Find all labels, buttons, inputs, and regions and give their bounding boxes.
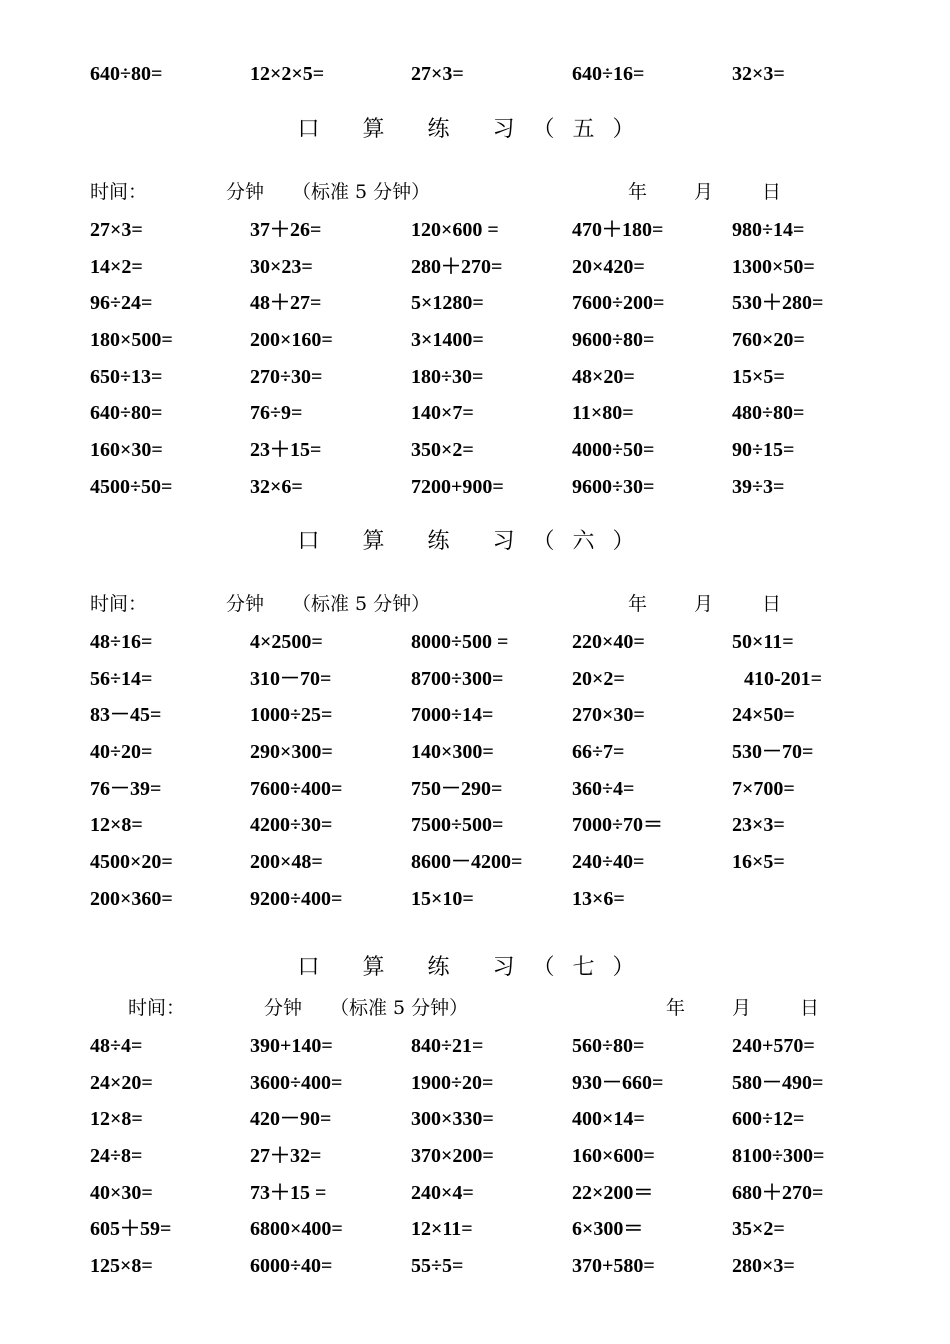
- problem: 4500×20=: [90, 851, 173, 873]
- minutes-label: 分钟: [226, 593, 265, 615]
- problem: 9600÷80=: [572, 329, 655, 351]
- problem-row: [0, 288, 950, 318]
- problem: 580－490=: [732, 1072, 824, 1094]
- problem: 30×23=: [250, 256, 313, 278]
- problem: 530－70=: [732, 741, 814, 763]
- problem: 4000÷50=: [572, 439, 655, 461]
- problem-row: [0, 215, 950, 245]
- problem: 160×30=: [90, 439, 163, 461]
- problem: 640÷16=: [572, 63, 645, 85]
- problem: 310－70=: [250, 668, 332, 690]
- problem: 240÷40=: [572, 851, 645, 873]
- standard-label: （标准 5 分钟）: [292, 593, 431, 615]
- problem: 73＋15 =: [250, 1182, 327, 1204]
- problem: 7×700=: [732, 778, 795, 800]
- problem: 600÷12=: [732, 1108, 805, 1130]
- problem: 140×7=: [411, 402, 474, 424]
- problem: 39÷3=: [732, 476, 785, 498]
- problem: 420－90=: [250, 1108, 332, 1130]
- problem: 5×1280=: [411, 292, 484, 314]
- problem: 76÷9=: [250, 402, 303, 424]
- problem: 27＋32=: [250, 1145, 322, 1167]
- problem: 27×3=: [411, 63, 464, 85]
- problem-row: [0, 1068, 950, 1098]
- problem: 12×2×5=: [250, 63, 325, 85]
- problem: 76－39=: [90, 778, 162, 800]
- problem: 200×48=: [250, 851, 323, 873]
- problem: 12×11=: [411, 1218, 473, 1240]
- problem: 400×14=: [572, 1108, 645, 1130]
- problem: 360÷4=: [572, 778, 635, 800]
- problem: 15×5=: [732, 366, 785, 388]
- standard-label: （标准 5 分钟）: [330, 997, 469, 1019]
- problem: 640÷80=: [90, 63, 163, 85]
- problem-row: [0, 627, 950, 657]
- problem: 24÷8=: [90, 1145, 143, 1167]
- problem: 650÷13=: [90, 366, 163, 388]
- problem: 280×3=: [732, 1255, 795, 1277]
- problem: 16×5=: [732, 851, 785, 873]
- problem: 840÷21=: [411, 1035, 484, 1057]
- time-label: 时间：: [90, 593, 148, 615]
- problem: 1900÷20=: [411, 1072, 494, 1094]
- problem: 15×10=: [411, 888, 474, 910]
- problem: 1300×50=: [732, 256, 815, 278]
- time-info-line: [0, 589, 950, 619]
- problem: 83－45=: [90, 704, 162, 726]
- problem: 11×80=: [572, 402, 634, 424]
- minutes-label: 分钟: [226, 181, 265, 203]
- problem: 760×20=: [732, 329, 805, 351]
- problem-row: [0, 700, 950, 730]
- problem: 470＋180=: [572, 219, 664, 241]
- problem-row: [0, 252, 950, 282]
- problem: 23＋15=: [250, 439, 322, 461]
- problem: 280＋270=: [411, 256, 503, 278]
- problem-row: [0, 435, 950, 465]
- problem: 48＋27=: [250, 292, 322, 314]
- problem: 140×300=: [411, 741, 494, 763]
- problem: 370×200=: [411, 1145, 494, 1167]
- problem-row: [0, 774, 950, 804]
- time-info-line: [0, 177, 950, 207]
- problem: 7500÷500=: [411, 814, 504, 836]
- problem: 605＋59=: [90, 1218, 172, 1240]
- problem: 240+570=: [732, 1035, 815, 1057]
- problem: 980÷14=: [732, 219, 805, 241]
- problem: 7200+900=: [411, 476, 504, 498]
- problem: 6000÷40=: [250, 1255, 333, 1277]
- problem: 560÷80=: [572, 1035, 645, 1057]
- time-label: 时间：: [90, 181, 148, 203]
- problem-row: [0, 1251, 950, 1281]
- problem: 200×360=: [90, 888, 173, 910]
- problem-row: [0, 810, 950, 840]
- problem: 270÷30=: [250, 366, 323, 388]
- problem: 750－290=: [411, 778, 503, 800]
- problem: 120×600 =: [411, 219, 499, 241]
- problem: 930－660=: [572, 1072, 664, 1094]
- problem: 4200÷30=: [250, 814, 333, 836]
- day-label: 日: [762, 593, 782, 615]
- problem-row: [0, 1104, 950, 1134]
- problem: 20×2=: [572, 668, 625, 690]
- problem: 8600－4200=: [411, 851, 523, 873]
- problem: 410-201=: [744, 668, 823, 690]
- problem: 22×200＝: [572, 1182, 654, 1204]
- problem: 350×2=: [411, 439, 474, 461]
- problem: 6×300＝: [572, 1218, 644, 1240]
- problem: 370+580=: [572, 1255, 655, 1277]
- day-label: 日: [762, 181, 782, 203]
- problem: 50×11=: [732, 631, 794, 653]
- problem: 3×1400=: [411, 329, 484, 351]
- problem: 40×30=: [90, 1182, 153, 1204]
- day-label: 日: [800, 997, 820, 1019]
- problem: 300×330=: [411, 1108, 494, 1130]
- problem-row: [0, 398, 950, 428]
- problem: 32×6=: [250, 476, 303, 498]
- problem: 40÷20=: [90, 741, 153, 763]
- problem-row: [0, 737, 950, 767]
- problem: 9200÷400=: [250, 888, 343, 910]
- problem: 640÷80=: [90, 402, 163, 424]
- problem: 680＋270=: [732, 1182, 824, 1204]
- problem-row: [0, 1031, 950, 1061]
- problem: 32×3=: [732, 63, 785, 85]
- problem: 180×500=: [90, 329, 173, 351]
- standard-label: （标准 5 分钟）: [292, 181, 431, 203]
- problem-row: [0, 847, 950, 877]
- problem: 66÷7=: [572, 741, 625, 763]
- problem: 27×3=: [90, 219, 143, 241]
- problem: 270×30=: [572, 704, 645, 726]
- problem: 390+140=: [250, 1035, 333, 1057]
- problem: 37＋26=: [250, 219, 322, 241]
- problem: 14×2=: [90, 256, 143, 278]
- problem: 9600÷30=: [572, 476, 655, 498]
- problem: 1000÷25=: [250, 704, 333, 726]
- problem-row: [0, 1214, 950, 1244]
- problem: 7000÷14=: [411, 704, 494, 726]
- problem: 12×8=: [90, 1108, 143, 1130]
- section-title: 口 算 练 习（七）: [297, 955, 653, 980]
- problem: 240×4=: [411, 1182, 474, 1204]
- problem: 180÷30=: [411, 366, 484, 388]
- problem: 480÷80=: [732, 402, 805, 424]
- problem: 96÷24=: [90, 292, 153, 314]
- problem: 7600÷400=: [250, 778, 343, 800]
- problem: 7000÷70＝: [572, 814, 663, 836]
- problem-row: [0, 325, 950, 355]
- problem: 125×8=: [90, 1255, 153, 1277]
- problem-row: [0, 1178, 950, 1208]
- problem: 35×2=: [732, 1218, 785, 1240]
- problem: 56÷14=: [90, 668, 153, 690]
- problem: 220×40=: [572, 631, 645, 653]
- problem: 90÷15=: [732, 439, 795, 461]
- problem: 6800×400=: [250, 1218, 343, 1240]
- year-label: 年: [666, 997, 686, 1019]
- problem-row: [0, 362, 950, 392]
- problem: 20×420=: [572, 256, 645, 278]
- minutes-label: 分钟: [264, 997, 303, 1019]
- month-label: 月: [694, 181, 714, 203]
- problem: 24×20=: [90, 1072, 153, 1094]
- problem: 3600÷400=: [250, 1072, 343, 1094]
- problem-row: [0, 472, 950, 502]
- problem: 24×50=: [732, 704, 795, 726]
- problem: 13×6=: [572, 888, 625, 910]
- section-title: 口 算 练 习（五）: [297, 117, 653, 142]
- time-info-line: [0, 993, 950, 1023]
- problem: 8700÷300=: [411, 668, 504, 690]
- year-label: 年: [628, 181, 648, 203]
- problem: 200×160=: [250, 329, 333, 351]
- problem: 530＋280=: [732, 292, 824, 314]
- problem-row: [0, 1141, 950, 1171]
- problem: 8100÷300=: [732, 1145, 825, 1167]
- year-label: 年: [628, 593, 648, 615]
- problem: 290×300=: [250, 741, 333, 763]
- month-label: 月: [732, 997, 752, 1019]
- problem: 48×20=: [572, 366, 635, 388]
- problem: 48÷16=: [90, 631, 153, 653]
- problem-row: [0, 59, 950, 89]
- time-label: 时间：: [128, 997, 186, 1019]
- problem: 4×2500=: [250, 631, 323, 653]
- problem: 55÷5=: [411, 1255, 464, 1277]
- problem-row: [0, 664, 950, 694]
- problem: 160×600=: [572, 1145, 655, 1167]
- problem: 23×3=: [732, 814, 785, 836]
- problem: 48÷4=: [90, 1035, 143, 1057]
- problem: 4500÷50=: [90, 476, 173, 498]
- problem-row: [0, 884, 950, 914]
- month-label: 月: [694, 593, 714, 615]
- problem: 12×8=: [90, 814, 143, 836]
- problem: 7600÷200=: [572, 292, 665, 314]
- problem: 8000÷500 =: [411, 631, 509, 653]
- section-title: 口 算 练 习（六）: [297, 529, 653, 554]
